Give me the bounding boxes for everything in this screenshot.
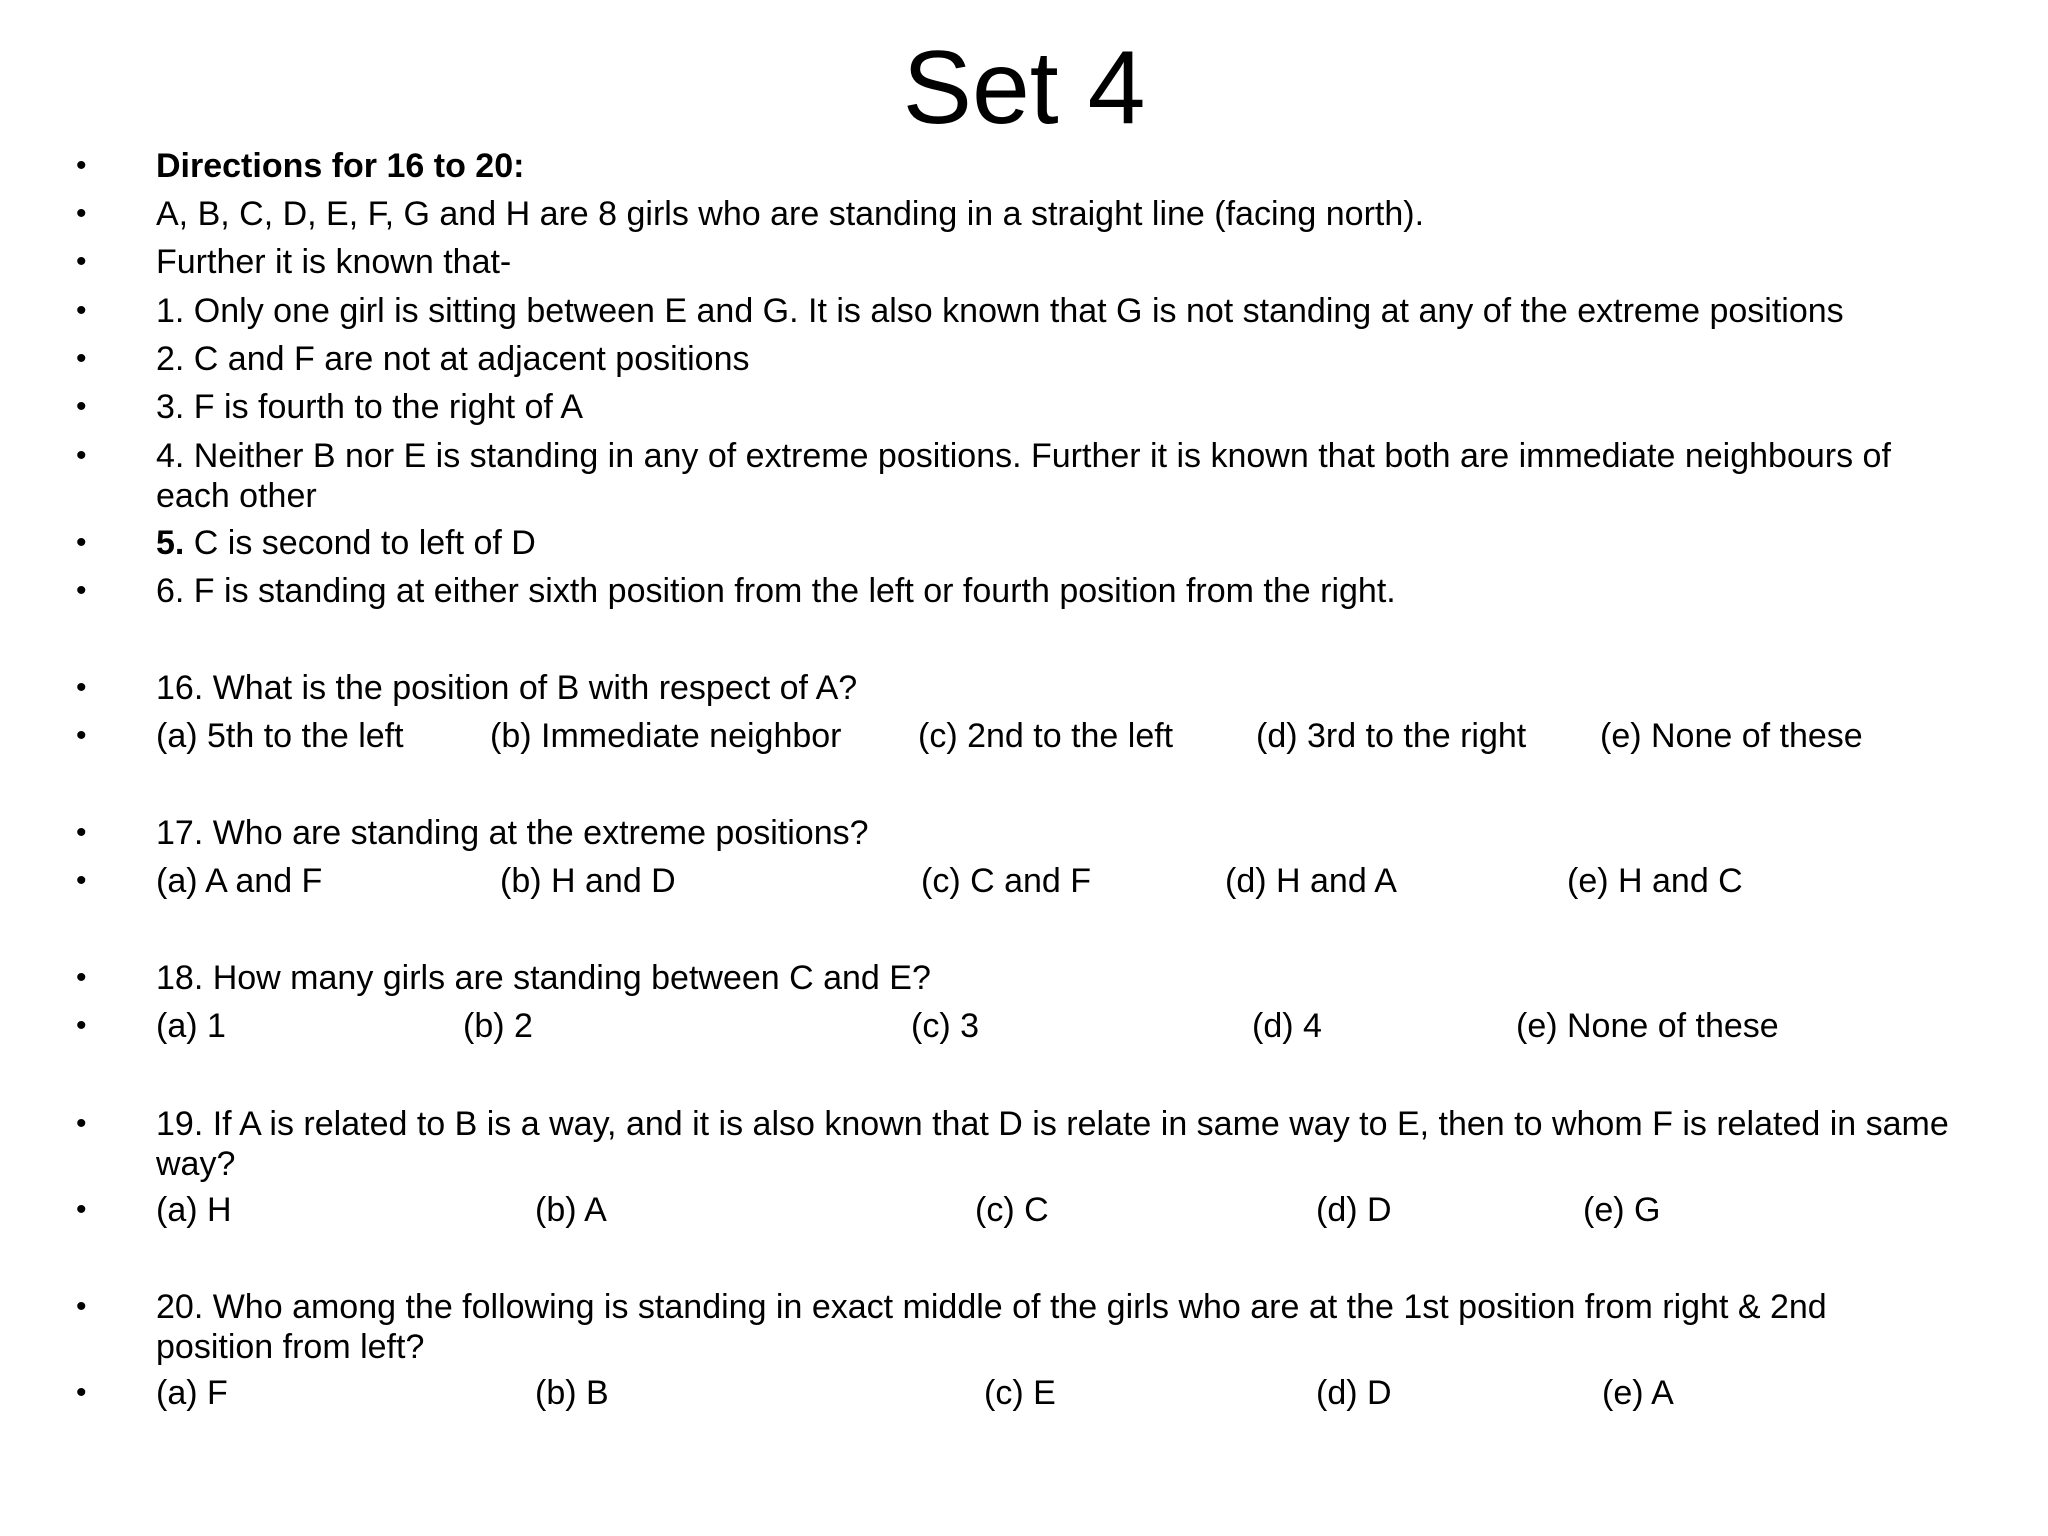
condition-body: C is second to left of D <box>184 524 536 562</box>
bullet-icon: • <box>76 1009 87 1042</box>
bullet-icon: • <box>76 439 87 472</box>
bullet-icon: • <box>76 149 87 182</box>
option-a: (a) 5th to the left <box>156 717 404 755</box>
option-e: (e) A <box>1602 1374 1674 1412</box>
bullet-icon: • <box>76 197 87 230</box>
question-text: 16. What is the position of B with respect of A? <box>156 669 858 707</box>
bullet-icon: • <box>76 1376 87 1409</box>
bullet-icon: • <box>76 1107 87 1140</box>
question-text: 20. Who among the following is standing in exact middle of the girls who are at the 1st position from right & 2nd position from left? <box>156 1288 1827 1366</box>
bullet-icon: • <box>76 671 87 704</box>
condition-number: 5. <box>156 524 185 562</box>
condition-text: 2. C and F are not at adjacent positions <box>156 340 750 378</box>
option-d: (d) D <box>1316 1374 1392 1412</box>
bullet-icon: • <box>76 961 87 994</box>
bullet-icon: • <box>76 526 87 559</box>
bullet-icon: • <box>76 1290 87 1323</box>
bullet-icon: • <box>76 390 87 423</box>
option-b: (b) B <box>535 1374 609 1412</box>
option-e: (e) None of these <box>1516 1007 1779 1045</box>
option-e: (e) H and C <box>1567 862 1743 900</box>
option-b: (b) Immediate neighbor <box>490 717 842 755</box>
option-c: (c) 2nd to the left <box>918 717 1174 755</box>
question-text: 18. How many girls are standing between C and E? <box>156 959 931 997</box>
slide-title: Set 4 <box>902 30 1146 146</box>
option-a: (a) A and F <box>156 862 323 900</box>
option-d: (d) H and A <box>1225 862 1397 900</box>
bullet-icon: • <box>76 719 87 752</box>
option-a: (a) 1 <box>156 1007 226 1045</box>
option-e: (e) None of these <box>1600 717 1863 755</box>
bullet-icon: • <box>76 245 87 278</box>
option-a: (a) F <box>156 1374 228 1412</box>
option-c: (c) E <box>984 1374 1056 1412</box>
option-a: (a) H <box>156 1191 232 1229</box>
question-text: 17. Who are standing at the extreme positions? <box>156 814 869 852</box>
bullet-icon: • <box>76 864 87 897</box>
bullet-icon: • <box>76 294 87 327</box>
condition-text: 1. Only one girl is sitting between E and G. It is also known that G is not standing at any of the extreme positions <box>156 292 1844 330</box>
bullet-icon: • <box>76 816 87 849</box>
condition-text: 6. F is standing at either sixth position from the left or fourth position from the right. <box>156 572 1396 610</box>
option-c: (c) 3 <box>911 1007 979 1045</box>
option-d: (d) 3rd to the right <box>1256 717 1527 755</box>
bullet-icon: • <box>76 342 87 375</box>
option-c: (c) C <box>975 1191 1049 1229</box>
directions-heading: Directions for 16 to 20: <box>156 147 525 185</box>
condition-text: 4. Neither B nor E is standing in any of extreme positions. Further it is known that both are immediate neighbours of each other <box>156 437 1891 515</box>
bullet-icon: • <box>76 1193 87 1226</box>
option-e: (e) G <box>1583 1191 1661 1229</box>
option-b: (b) 2 <box>463 1007 533 1045</box>
option-b: (b) A <box>535 1191 607 1229</box>
question-text: 19. If A is related to B is a way, and it is also known that D is relate in same way to E, then to whom F is related in same way? <box>156 1105 1949 1183</box>
directions-further: Further it is known that- <box>156 243 512 281</box>
option-c: (c) C and F <box>921 862 1092 900</box>
option-d: (d) 4 <box>1252 1007 1322 1045</box>
directions-intro: A, B, C, D, E, F, G and H are 8 girls who are standing in a straight line (facing north). <box>156 195 1425 233</box>
bullet-icon: • <box>76 574 87 607</box>
option-b: (b) H and D <box>500 862 676 900</box>
condition-text <box>156 523 2016 563</box>
option-d: (d) D <box>1316 1191 1392 1229</box>
condition-text: 3. F is fourth to the right of A <box>156 388 584 426</box>
